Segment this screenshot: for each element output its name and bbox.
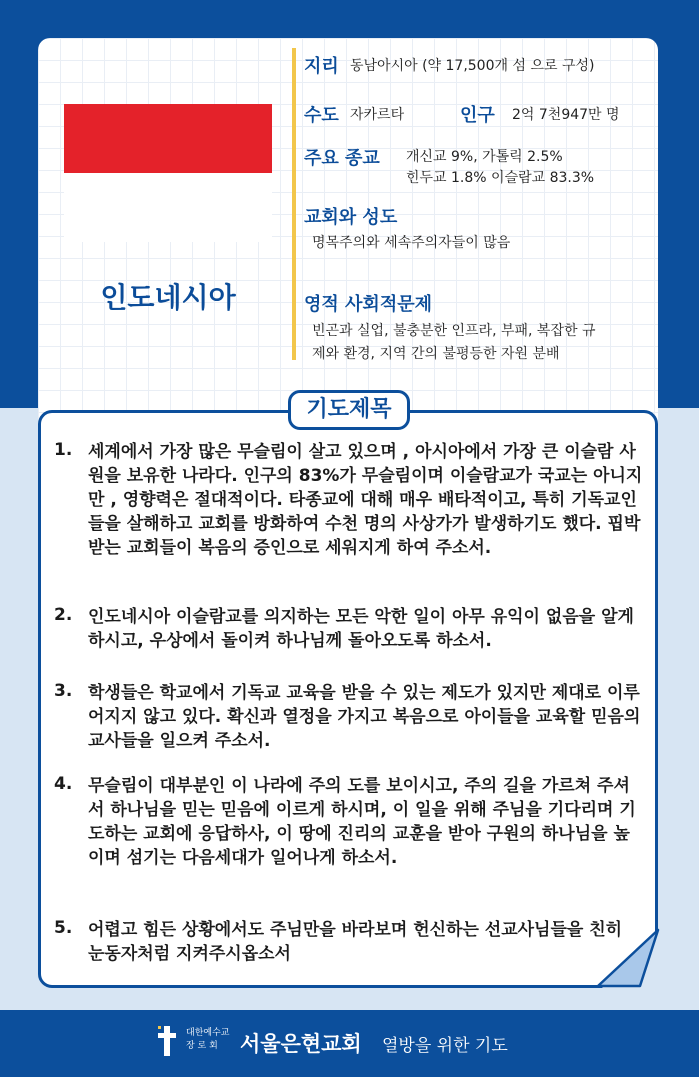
issues-line-2: 제와 환경, 지역 간의 불평등한 자원 분배 — [312, 346, 560, 362]
flag-red-stripe — [64, 104, 272, 173]
prayer-text: 어렵고 힘든 상황에서도 주님만을 바라보며 헌신하는 선교사님들을 친히 눈동자처럼 지켜주시옵소서 — [88, 920, 623, 964]
prayer-number: 3. — [54, 681, 73, 701]
denomination-line-2: 장 로 회 — [186, 1041, 218, 1051]
flag-white-stripe — [64, 173, 272, 242]
capital-value: 자카르타 — [350, 107, 405, 123]
prayer-text: 무슬림이 대부분인 이 나라에 주의 도를 보이시고, 주의 길을 가르쳐 주셔서 하나님을 믿는 믿음에 이르게 하시며, 이 일을 위해 주님을 기다리며 기도하는 교회에 응답하사, 이 땅에 진리의 교훈을 받아 구원의 하나님을 높이며 섬기는 다음세대가 일어나게 하소서. — [88, 776, 636, 868]
church-value: 명목주의와 세속주의자들이 많음 — [312, 235, 511, 251]
cross-icon — [156, 1024, 178, 1058]
church-label: 교회와 성도 — [304, 207, 398, 228]
prayer-number: 2. — [54, 605, 73, 625]
capital-label: 수도 — [304, 105, 339, 126]
church-name: 서울은현교회 — [240, 1032, 362, 1056]
religion-line-1: 개신교 9%, 가톨릭 2.5% — [406, 149, 563, 165]
prayer-title: 기도제목 — [288, 390, 410, 430]
prayer-text: 세계에서 가장 많은 무슬림이 살고 있으며 , 아시아에서 가장 큰 이슬람 사원을 보유한 나라다. 인구의 83%가 무슬림이며 이슬람교가 국교는 아니지만 , 영향력은 절대적이다. 타종교에 대해 매우 배타적이고, 특히 기독교인들을 살해하고 교회를 방화하여 수천 명의 사상가가 발생하기도 했다. 핍박받는 교회들이 복음의 증인으로 세워지게 하여 주소서. — [88, 442, 643, 558]
population-label: 인구 — [460, 105, 495, 126]
prayer-number: 4. — [54, 774, 73, 794]
prayer-text: 인도네시아 이슬람교를 의지하는 모든 악한 일이 아무 유익이 없음을 알게 하시고, 우상에서 돌이켜 하나님께 돌아오도록 하소서. — [88, 607, 634, 651]
issues-line-1: 빈곤과 실업, 불충분한 인프라, 부패, 복잡한 규 — [312, 323, 596, 339]
info-divider — [292, 48, 296, 360]
population-value: 2억 7천947만 명 — [512, 107, 620, 123]
denomination-line-1: 대한예수교 — [186, 1028, 230, 1038]
prayer-text: 학생들은 학교에서 기독교 교육을 받을 수 있는 제도가 있지만 제대로 이루어지지 않고 있다. 확신과 열정을 가지고 복음으로 아이들을 교육할 믿음의 교사들을 일으켜 주소서. — [88, 683, 641, 751]
prayer-number: 1. — [54, 440, 73, 460]
issues-label: 영적 사회적문제 — [304, 294, 432, 315]
geo-value: 동남아시아 (약 17,500개 섬 으로 구성) — [350, 58, 595, 74]
indonesia-flag — [64, 104, 272, 242]
religion-line-2: 힌두교 1.8% 이슬람교 83.3% — [406, 170, 595, 186]
religion-label: 주요 종교 — [304, 148, 380, 169]
prayer-number: 5. — [54, 918, 73, 938]
footer-prayer-label: 열방을 위한 기도 — [382, 1036, 508, 1056]
geo-label: 지리 — [304, 56, 339, 77]
country-name: 인도네시아 — [100, 281, 236, 314]
